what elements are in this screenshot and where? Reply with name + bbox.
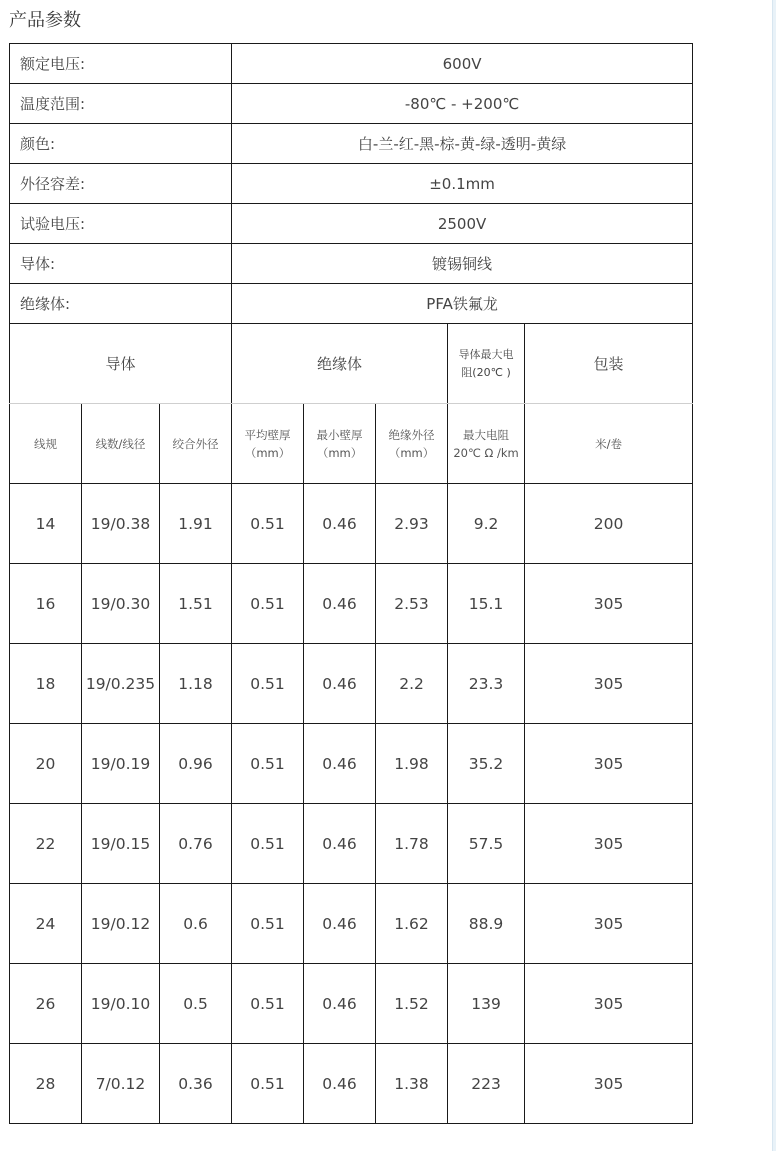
- col-max-res-line1: 最大电阻: [463, 427, 510, 442]
- cell-avg-wall: 0.51: [232, 644, 304, 724]
- cell-strands: 19/0.10: [82, 964, 160, 1044]
- spec-row: [10, 44, 693, 84]
- col-stranded-od: 绞合外径: [160, 404, 232, 484]
- spec-label: 颜色:: [10, 124, 232, 164]
- cell-avg-wall: 0.51: [232, 724, 304, 804]
- cell-strands: 19/0.19: [82, 724, 160, 804]
- cell-gauge: 22: [10, 804, 82, 884]
- cell-gauge: 28: [10, 1044, 82, 1124]
- data-rows: [10, 484, 693, 1124]
- col-gauge: 线规: [10, 404, 82, 484]
- cell-max-res: 139: [448, 964, 525, 1044]
- cell-min-wall: 0.46: [304, 564, 376, 644]
- table-row: [10, 964, 693, 1044]
- spec-label: 绝缘体:: [10, 284, 232, 324]
- cell-gauge: 16: [10, 564, 82, 644]
- column-header: [10, 404, 693, 484]
- cell-ins-od: 2.53: [376, 564, 448, 644]
- table-row: [10, 1044, 693, 1124]
- cell-ins-od: 1.62: [376, 884, 448, 964]
- params-table-wrapper: [9, 43, 692, 1124]
- cell-max-res: 15.1: [448, 564, 525, 644]
- spec-row: [10, 204, 693, 244]
- cell-max-res: 9.2: [448, 484, 525, 564]
- spec-row: [10, 164, 693, 204]
- group-resistance-line1: 导体最大电: [458, 347, 514, 361]
- cell-ins-od: 1.52: [376, 964, 448, 1044]
- column-header-row: [10, 404, 693, 484]
- spec-row: [10, 244, 693, 284]
- cell-max-res: 88.9: [448, 884, 525, 964]
- cell-min-wall: 0.46: [304, 484, 376, 564]
- spec-value: 镀锡铜线: [232, 244, 693, 284]
- spec-value: 白-兰-红-黑-棕-黄-绿-透明-黄绿: [232, 124, 693, 164]
- cell-min-wall: 0.46: [304, 1044, 376, 1124]
- spec-table: [9, 43, 693, 1124]
- cell-per-roll: 305: [525, 884, 693, 964]
- cell-per-roll: 305: [525, 644, 693, 724]
- cell-strands: 19/0.235: [82, 644, 160, 724]
- spec-label: 额定电压:: [10, 44, 232, 84]
- spec-label: 外径容差:: [10, 164, 232, 204]
- table-row: [10, 564, 693, 644]
- cell-gauge: 18: [10, 644, 82, 724]
- cell-max-res: 35.2: [448, 724, 525, 804]
- spec-rows: [10, 44, 693, 324]
- cell-strands: 19/0.30: [82, 564, 160, 644]
- cell-stranded-od: 0.6: [160, 884, 232, 964]
- group-packaging: 包装: [525, 324, 693, 404]
- table-row: [10, 484, 693, 564]
- col-avg-wall-line2: （mm）: [244, 445, 291, 460]
- cell-stranded-od: 0.36: [160, 1044, 232, 1124]
- cell-gauge: 26: [10, 964, 82, 1044]
- spec-value: 2500V: [232, 204, 693, 244]
- cell-stranded-od: 0.76: [160, 804, 232, 884]
- cell-stranded-od: 1.51: [160, 564, 232, 644]
- table-row: [10, 644, 693, 724]
- cell-per-roll: 305: [525, 564, 693, 644]
- col-ins-od-line1: 绝缘外径: [388, 427, 435, 442]
- spec-value: -80℃ - +200℃: [232, 84, 693, 124]
- cell-ins-od: 2.2: [376, 644, 448, 724]
- col-strands: 线数/线径: [82, 404, 160, 484]
- cell-avg-wall: 0.51: [232, 484, 304, 564]
- cell-min-wall: 0.46: [304, 964, 376, 1044]
- cell-strands: 19/0.38: [82, 484, 160, 564]
- page-title: 产品参数: [9, 10, 81, 31]
- cell-strands: 19/0.12: [82, 884, 160, 964]
- spec-label: 温度范围:: [10, 84, 232, 124]
- cell-ins-od: 1.78: [376, 804, 448, 884]
- cell-max-res: 57.5: [448, 804, 525, 884]
- cell-min-wall: 0.46: [304, 724, 376, 804]
- col-min-wall-line1: 最小壁厚: [316, 427, 363, 442]
- spec-value: ±0.1mm: [232, 164, 693, 204]
- cell-avg-wall: 0.51: [232, 1044, 304, 1124]
- group-header-row: [10, 324, 693, 404]
- spec-value: 600V: [232, 44, 693, 84]
- cell-avg-wall: 0.51: [232, 564, 304, 644]
- table-row: [10, 724, 693, 804]
- spec-label: 试验电压:: [10, 204, 232, 244]
- cell-ins-od: 1.98: [376, 724, 448, 804]
- col-per-roll: 米/卷: [525, 404, 693, 484]
- cell-stranded-od: 1.91: [160, 484, 232, 564]
- cell-stranded-od: 1.18: [160, 644, 232, 724]
- col-min-wall-line2: （mm）: [316, 445, 363, 460]
- col-max-res-line2: 20℃ Ω /km: [453, 445, 519, 460]
- spec-row: [10, 124, 693, 164]
- cell-gauge: 20: [10, 724, 82, 804]
- group-insulation: 绝缘体: [232, 324, 448, 404]
- col-max-res: [448, 404, 525, 484]
- cell-per-roll: 305: [525, 804, 693, 884]
- cell-avg-wall: 0.51: [232, 804, 304, 884]
- page-scroll-edge: [772, 0, 776, 1151]
- col-ins-od: [376, 404, 448, 484]
- spec-value: PFA铁氟龙: [232, 284, 693, 324]
- cell-gauge: 14: [10, 484, 82, 564]
- cell-avg-wall: 0.51: [232, 884, 304, 964]
- spec-row: [10, 84, 693, 124]
- cell-max-res: 23.3: [448, 644, 525, 724]
- cell-ins-od: 2.93: [376, 484, 448, 564]
- spec-row: [10, 284, 693, 324]
- cell-stranded-od: 0.96: [160, 724, 232, 804]
- cell-min-wall: 0.46: [304, 884, 376, 964]
- cell-per-roll: 305: [525, 964, 693, 1044]
- col-avg-wall-line1: 平均壁厚: [244, 427, 291, 442]
- group-conductor: 导体: [10, 324, 232, 404]
- cell-ins-od: 1.38: [376, 1044, 448, 1124]
- table-row: [10, 804, 693, 884]
- cell-max-res: 223: [448, 1044, 525, 1124]
- cell-avg-wall: 0.51: [232, 964, 304, 1044]
- cell-gauge: 24: [10, 884, 82, 964]
- group-header: [10, 324, 693, 404]
- group-resistance: [448, 324, 525, 404]
- col-avg-wall: [232, 404, 304, 484]
- cell-per-roll: 200: [525, 484, 693, 564]
- cell-per-roll: 305: [525, 1044, 693, 1124]
- cell-strands: 19/0.15: [82, 804, 160, 884]
- cell-strands: 7/0.12: [82, 1044, 160, 1124]
- spec-label: 导体:: [10, 244, 232, 284]
- cell-min-wall: 0.46: [304, 804, 376, 884]
- col-ins-od-line2: （mm）: [388, 445, 435, 460]
- cell-min-wall: 0.46: [304, 644, 376, 724]
- cell-stranded-od: 0.5: [160, 964, 232, 1044]
- table-row: [10, 884, 693, 964]
- cell-per-roll: 305: [525, 724, 693, 804]
- col-min-wall: [304, 404, 376, 484]
- group-resistance-line2: 阻(20℃ ): [461, 365, 511, 379]
